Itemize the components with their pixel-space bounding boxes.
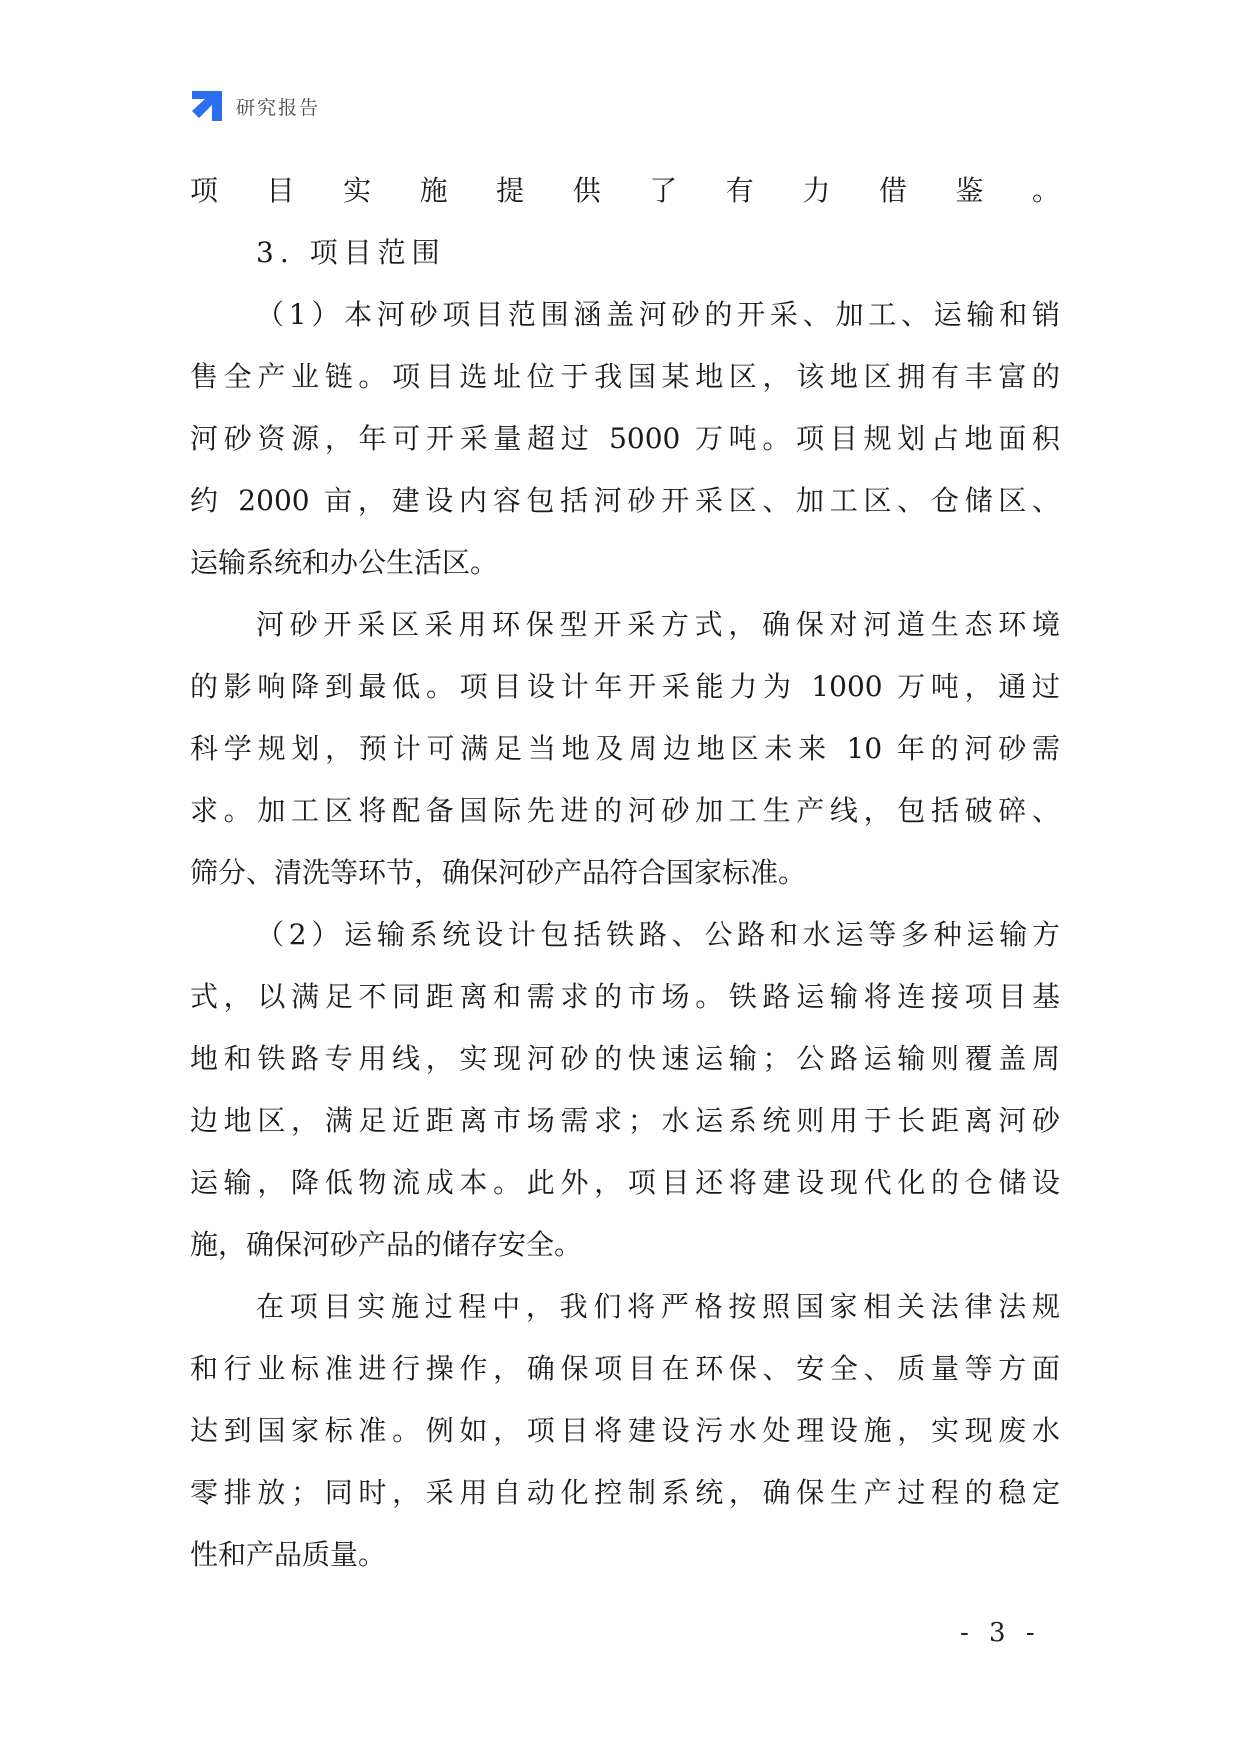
report-header xyxy=(190,88,320,124)
paragraph-line: 零排放；同时，采用自动化控制系统，确保生产过程的稳定 xyxy=(190,1476,1060,1509)
paragraph-line: 求。加工区将配备国际先进的河砂加工生产线，包括破碎、 xyxy=(190,794,1060,827)
paragraph-line: 运输，降低物流成本。此外，项目还将建设现代化的仓储设 xyxy=(190,1166,1060,1199)
paragraph-line: 的影响降到最低。项目设计年开采能力为 1000 万吨，通过 xyxy=(190,670,1060,703)
paragraph-line: 运输系统和办公生活区。 xyxy=(190,546,499,579)
paragraph-line: 售全产业链。项目选址位于我国某地区，该地区拥有丰富的 xyxy=(190,360,1060,393)
header-title: 研究报告 xyxy=(236,96,321,119)
paragraph-line: （2）运输系统设计包括铁路、公路和水运等多种运输方 xyxy=(256,918,1060,951)
paragraph-line: 地和铁路专用线，实现河砂的快速运输；公路运输则覆盖周 xyxy=(190,1042,1060,1075)
paragraph-line: 施，确保河砂产品的储存安全。 xyxy=(190,1228,583,1261)
paragraph-line: 达到国家标准。例如，项目将建设污水处理设施，实现废水 xyxy=(190,1414,1060,1447)
paragraph-line: 河砂开采区采用环保型开采方式，确保对河道生态环境 xyxy=(256,608,1060,641)
paragraph-line: 筛分、清洗等环节，确保河砂产品符合国家标准。 xyxy=(190,856,807,889)
paragraph-line: （1）本河砂项目范围涵盖河砂的开采、加工、运输和销 xyxy=(256,298,1060,331)
paragraph-line: 式，以满足不同距离和需求的市场。铁路运输将连接项目基 xyxy=(190,980,1060,1013)
document-body xyxy=(190,160,1060,1586)
paragraph-line: 项目实施提供了有力借鉴。 xyxy=(190,174,1060,207)
paragraph-line: 边地区，满足近距离市场需求；水运系统则用于长距离河砂 xyxy=(190,1104,1060,1137)
paragraph-line: 和行业标准进行操作，确保项目在环保、安全、质量等方面 xyxy=(190,1352,1060,1385)
paragraph-line: 性和产品质量。 xyxy=(190,1538,387,1571)
paragraph-line: 河砂资源，年可开采量超过 5000 万吨。项目规划占地面积 xyxy=(190,422,1060,455)
section-heading: 3. 项目范围 xyxy=(256,236,446,269)
paragraph-line: 科学规划，预计可满足当地及周边地区未来 10 年的河砂需 xyxy=(190,732,1060,765)
paragraph-line: 在项目实施过程中，我们将严格按照国家相关法律法规 xyxy=(256,1290,1060,1323)
arrow-up-right-logo-icon xyxy=(190,89,224,123)
page-number: - 3 - xyxy=(960,1618,1041,1648)
paragraph-line: 约 2000 亩，建设内容包括河砂开采区、加工区、仓储区、 xyxy=(190,484,1060,517)
